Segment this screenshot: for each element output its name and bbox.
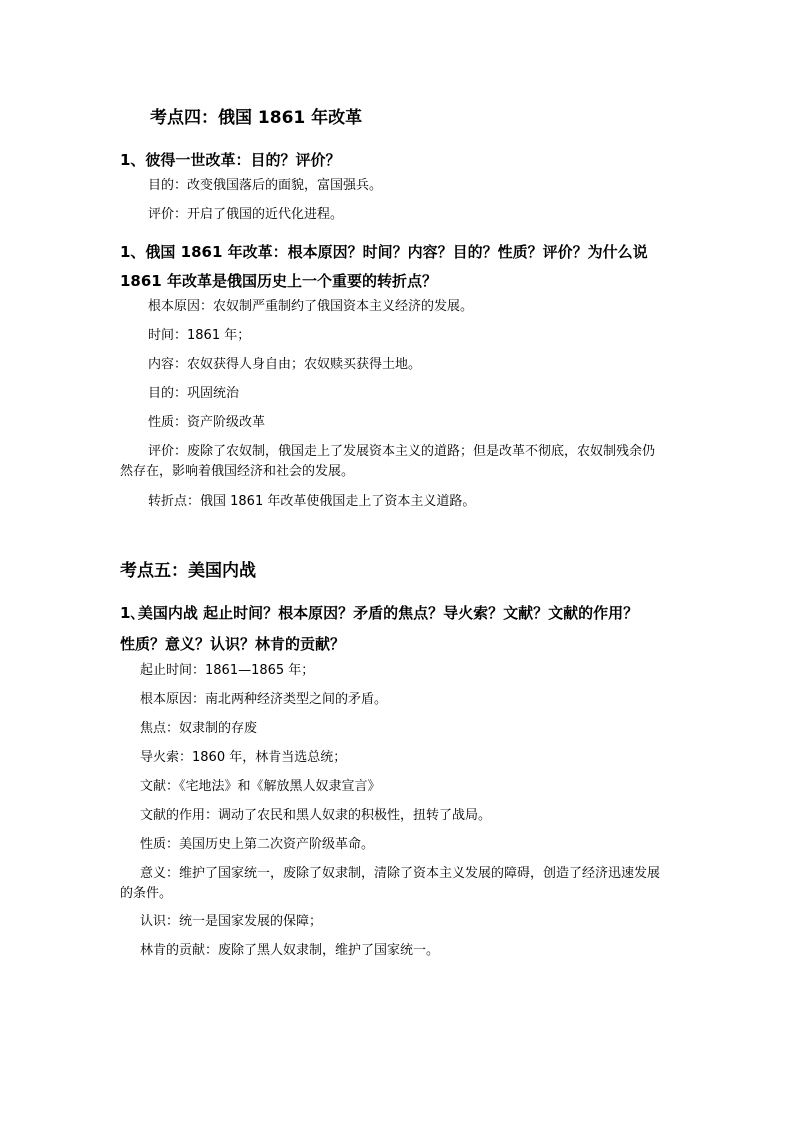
section-title-kaodian4: 考点四：俄国 1861 年改革 xyxy=(150,108,363,128)
answer-peter-evaluation: 评价：开启了俄国的近代化进程。 xyxy=(148,207,344,222)
answer-war-period: 起止时间：1861—1865 年； xyxy=(140,663,315,678)
answer-war-significance: 意义：维护了国家统一，废除了奴隶制，清除了资本主义发展的障碍，创造了经济迅速发展的条件。 xyxy=(120,866,661,901)
section-title-kaodian5: 考点五：美国内战 xyxy=(120,561,256,581)
question-heading-russia-reform-line1: 1、俄国 1861 年改革：根本原因？时间？内容？目的？性质？评价？为什么说 xyxy=(120,243,648,261)
answer-reform-content: 内容：农奴获得人身自由；农奴赎买获得土地。 xyxy=(148,357,422,372)
question-heading-civil-war-line1: 1､美国内战 起止时间？根本原因？矛盾的焦点？导火索？文献？文献的作用？ xyxy=(120,604,639,622)
answer-war-lincoln: 林肯的贡献：废除了黑人奴隶制，维护了国家统一。 xyxy=(140,943,440,958)
answer-reform-root-cause: 根本原因：农奴制严重制约了俄国资本主义经济的发展。 xyxy=(148,299,474,314)
answer-reform-purpose: 目的：巩固统治 xyxy=(148,386,240,401)
answer-war-documents: 文献：《宅地法》和《解放黑人奴隶宣言》 xyxy=(140,779,381,794)
answer-war-trigger: 导火索：1860 年，林肯当选总统； xyxy=(140,750,347,765)
answer-war-nature: 性质：美国历史上第二次资产阶级革命。 xyxy=(140,837,375,852)
question-heading-russia-reform-line2: 1861 年改革是俄国历史上一个重要的转折点？ xyxy=(120,272,437,290)
answer-reform-nature: 性质：资产阶级改革 xyxy=(148,415,266,430)
answer-reform-turning-point: 转折点：俄国 1861 年改革使俄国走上了资本主义道路。 xyxy=(148,494,476,509)
answer-war-understanding: 认识：统一是国家发展的保障； xyxy=(140,914,323,929)
question-heading-civil-war-line2: 性质？意义？认识？林肯的贡献？ xyxy=(120,635,346,653)
answer-war-root-cause: 根本原因：南北两种经济类型之间的矛盾。 xyxy=(140,692,388,707)
answer-reform-time: 时间：1861 年； xyxy=(148,328,251,343)
answer-reform-evaluation: 评价：废除了农奴制，俄国走上了发展资本主义的道路；但是改革不彻底，农奴制残余仍然存在，影响着俄国经济和社会的发展。 xyxy=(120,444,656,479)
answer-peter-purpose: 目的：改变俄国落后的面貌，富国强兵。 xyxy=(148,178,383,193)
answer-war-doc-effect: 文献的作用：调动了农民和黑人奴隶的积极性，扭转了战局。 xyxy=(140,808,492,823)
answer-war-focus: 焦点：奴隶制的存废 xyxy=(140,721,258,736)
question-heading-peter: 1、彼得一世改革：目的？评价？ xyxy=(120,151,341,169)
